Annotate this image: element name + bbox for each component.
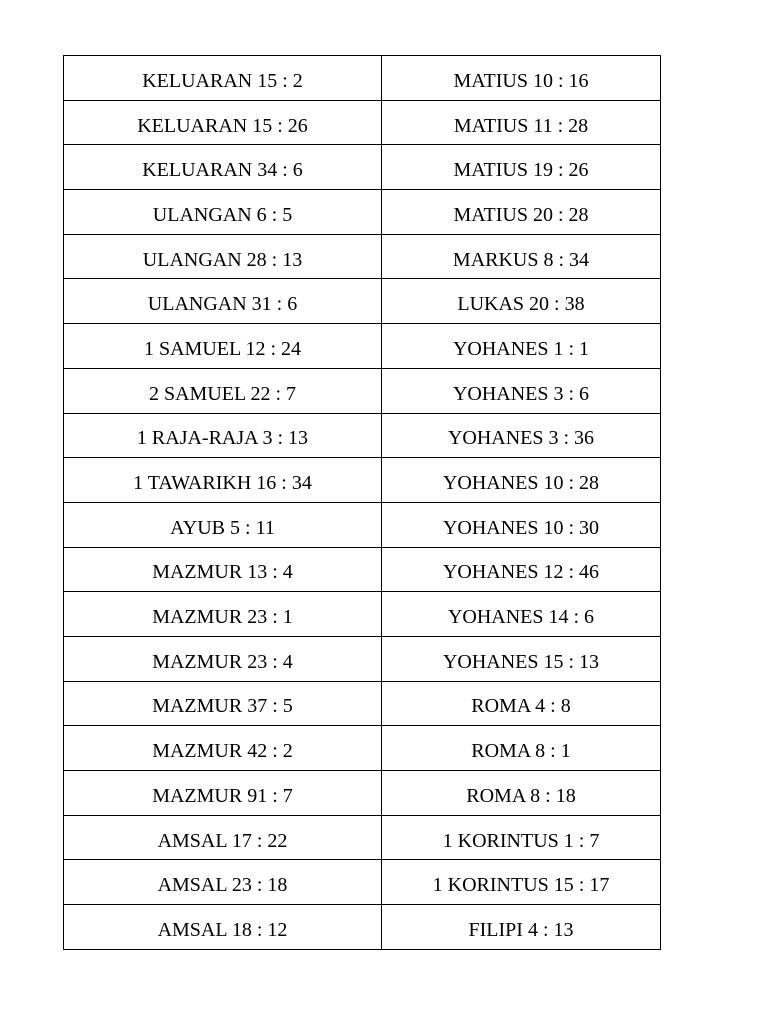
verse-cell-left: KELUARAN 34 : 6	[64, 145, 382, 190]
verse-cell-left: ULANGAN 6 : 5	[64, 190, 382, 235]
table-row	[64, 234, 661, 279]
verse-cell-left: AMSAL 17 : 22	[64, 815, 382, 860]
verse-cell-left: MAZMUR 37 : 5	[64, 681, 382, 726]
verse-cell-right: MATIUS 19 : 26	[382, 145, 661, 190]
verse-cell-left: 1 RAJA-RAJA 3 : 13	[64, 413, 382, 458]
verse-cell-left: MAZMUR 23 : 4	[64, 636, 382, 681]
verse-cell-right: YOHANES 3 : 6	[382, 368, 661, 413]
table-row	[64, 190, 661, 235]
verse-cell-right: YOHANES 10 : 28	[382, 458, 661, 503]
verse-cell-right: MATIUS 20 : 28	[382, 190, 661, 235]
verse-cell-right: 1 KORINTUS 1 : 7	[382, 815, 661, 860]
table-row	[64, 547, 661, 592]
table-row	[64, 56, 661, 101]
table-row	[64, 368, 661, 413]
verse-cell-right: ROMA 8 : 1	[382, 726, 661, 771]
verse-cell-left: 1 TAWARIKH 16 : 34	[64, 458, 382, 503]
verse-reference-table	[63, 55, 661, 950]
verse-table-body	[64, 56, 661, 950]
verse-cell-right: YOHANES 12 : 46	[382, 547, 661, 592]
verse-cell-right: 1 KORINTUS 15 : 17	[382, 860, 661, 905]
verse-cell-right: ROMA 8 : 18	[382, 771, 661, 816]
table-row	[64, 100, 661, 145]
table-row	[64, 413, 661, 458]
table-row	[64, 771, 661, 816]
verse-cell-left: KELUARAN 15 : 2	[64, 56, 382, 101]
table-row	[64, 324, 661, 369]
verse-cell-left: KELUARAN 15 : 26	[64, 100, 382, 145]
verse-cell-left: MAZMUR 13 : 4	[64, 547, 382, 592]
verse-cell-right: LUKAS 20 : 38	[382, 279, 661, 324]
table-row	[64, 502, 661, 547]
verse-cell-left: AYUB 5 : 11	[64, 502, 382, 547]
verse-cell-right: YOHANES 15 : 13	[382, 636, 661, 681]
table-row	[64, 636, 661, 681]
table-row	[64, 279, 661, 324]
verse-cell-right: MARKUS 8 : 34	[382, 234, 661, 279]
verse-cell-left: ULANGAN 31 : 6	[64, 279, 382, 324]
table-row	[64, 681, 661, 726]
table-row	[64, 726, 661, 771]
verse-cell-left: AMSAL 23 : 18	[64, 860, 382, 905]
table-row	[64, 860, 661, 905]
verse-cell-right: MATIUS 11 : 28	[382, 100, 661, 145]
verse-cell-left: ULANGAN 28 : 13	[64, 234, 382, 279]
table-row	[64, 458, 661, 503]
verse-cell-right: ROMA 4 : 8	[382, 681, 661, 726]
verse-cell-right: YOHANES 1 : 1	[382, 324, 661, 369]
verse-cell-right: MATIUS 10 : 16	[382, 56, 661, 101]
verse-cell-left: 1 SAMUEL 12 : 24	[64, 324, 382, 369]
table-row	[64, 592, 661, 637]
verse-cell-left: MAZMUR 23 : 1	[64, 592, 382, 637]
table-row	[64, 145, 661, 190]
verse-cell-right: YOHANES 3 : 36	[382, 413, 661, 458]
verse-cell-left: MAZMUR 91 : 7	[64, 771, 382, 816]
table-row	[64, 905, 661, 950]
verse-cell-left: 2 SAMUEL 22 : 7	[64, 368, 382, 413]
table-row	[64, 815, 661, 860]
verse-cell-right: FILIPI 4 : 13	[382, 905, 661, 950]
verse-cell-right: YOHANES 10 : 30	[382, 502, 661, 547]
verse-cell-right: YOHANES 14 : 6	[382, 592, 661, 637]
verse-cell-left: MAZMUR 42 : 2	[64, 726, 382, 771]
verse-cell-left: AMSAL 18 : 12	[64, 905, 382, 950]
